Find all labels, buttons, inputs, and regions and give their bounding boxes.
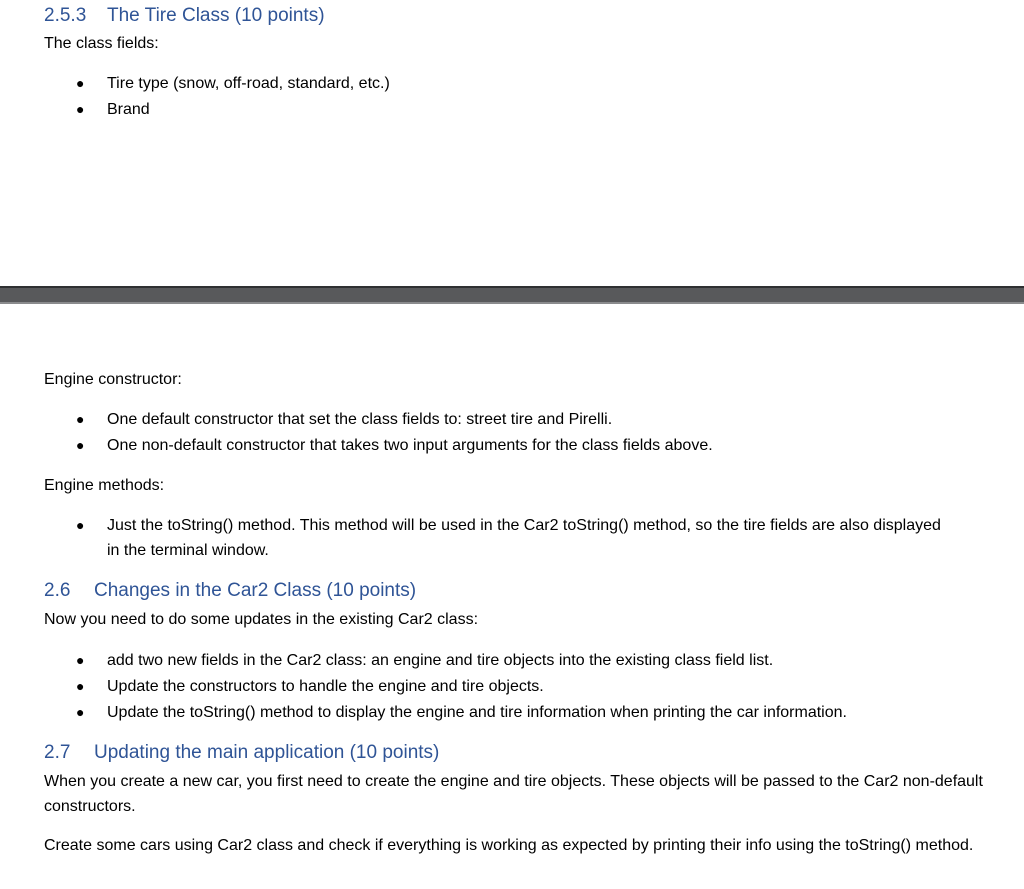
list-item xyxy=(76,433,713,458)
methods-label: Engine methods: xyxy=(44,477,165,494)
list-item-text: Update the constructors to handle the engine and tire objects. xyxy=(107,678,544,695)
heading-title: Changes in the Car2 Class (10 points) xyxy=(94,580,417,601)
heading-2-7 xyxy=(44,742,439,764)
page-break-divider xyxy=(0,286,1024,304)
heading-number: 2.6 xyxy=(44,580,71,601)
heading-2-6 xyxy=(44,580,416,602)
list-item-text: Tire type (snow, off-road, standard, etc.) xyxy=(107,75,390,92)
heading-2-5-3 xyxy=(44,5,325,27)
bullet-icon: ● xyxy=(76,517,85,533)
heading-title: The Tire Class (10 points) xyxy=(107,5,325,26)
list-item xyxy=(76,700,847,725)
heading-title: Updating the main application (10 points) xyxy=(94,742,440,763)
list-item-text: One non-default constructor that takes two input arguments for the class fields above. xyxy=(107,437,713,454)
section-2-7-paragraph-1: When you create a new car, you first need to create the engine and tire objects. These objects will be passed to the Car2 non-default constructors. xyxy=(44,773,983,815)
bullet-icon: ● xyxy=(76,704,85,720)
list-item xyxy=(76,513,956,563)
heading-number: 2.7 xyxy=(44,742,71,763)
list-item xyxy=(76,71,390,96)
list-item xyxy=(76,674,544,699)
list-item-text: One default constructor that set the class fields to: street tire and Pirelli. xyxy=(107,411,613,428)
bullet-icon: ● xyxy=(76,678,85,694)
bullet-icon: ● xyxy=(76,411,85,427)
list-item-text: Brand xyxy=(107,101,150,118)
list-item xyxy=(76,648,773,673)
fields-intro: The class fields: xyxy=(44,35,159,52)
section-2-6-intro: Now you need to do some updates in the existing Car2 class: xyxy=(44,611,479,628)
list-item-text: add two new fields in the Car2 class: an engine and tire objects into the existing class field list. xyxy=(107,652,774,669)
bullet-icon: ● xyxy=(76,437,85,453)
list-item xyxy=(76,97,150,122)
list-item xyxy=(76,407,612,432)
section-2-7-paragraph-2: Create some cars using Car2 class and check if everything is working as expected by printing their info using the toString() method. xyxy=(44,837,974,854)
bullet-icon: ● xyxy=(76,652,85,668)
constructor-label: Engine constructor: xyxy=(44,371,182,388)
heading-number: 2.5.3 xyxy=(44,5,87,26)
list-item-text: Just the toString() method. This method will be used in the Car2 toString() method, so the tire fields are also displayed in the terminal window. xyxy=(107,517,941,559)
bullet-icon: ● xyxy=(76,101,85,117)
list-item-text: Update the toString() method to display the engine and tire information when printing the car information. xyxy=(107,704,847,721)
bullet-icon: ● xyxy=(76,75,85,91)
